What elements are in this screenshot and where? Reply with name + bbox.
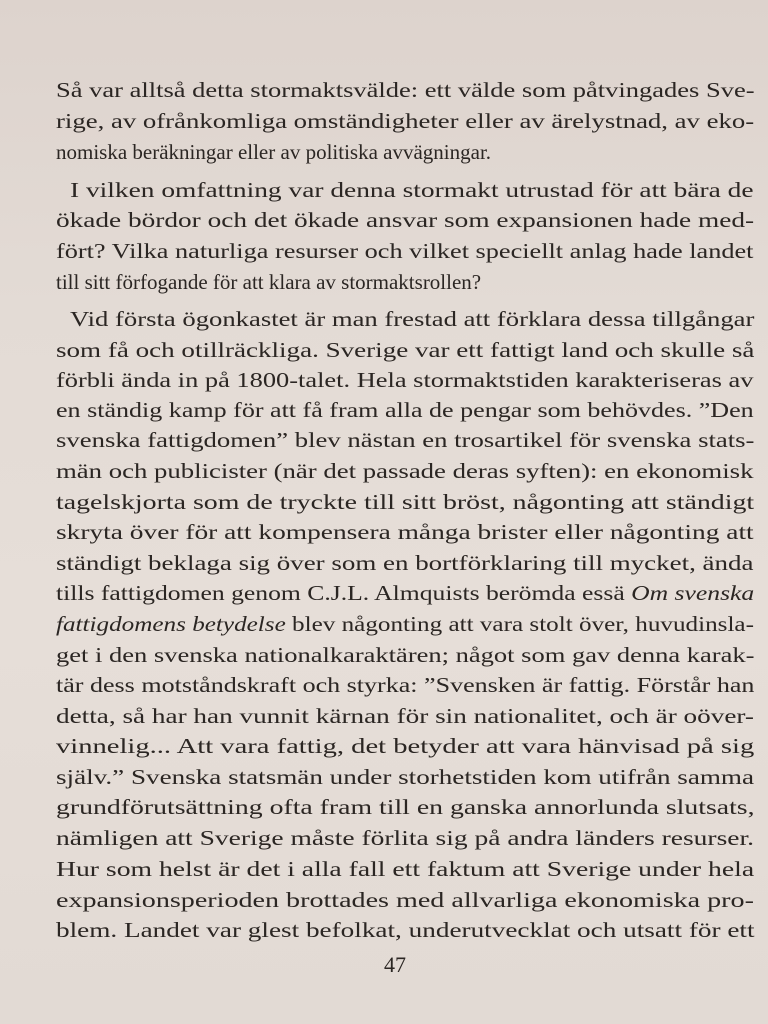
line-text: Så var alltså detta stormaktsvälde: ett välde som påtvingades Sve- [56, 78, 755, 102]
text-line [56, 612, 754, 636]
line-text: blem. Landet var glest befolkat, underutvecklat och utsatt för ett [56, 918, 755, 942]
text-line [56, 520, 754, 544]
text-line [56, 888, 754, 912]
page-number: 47 [384, 952, 406, 977]
line-text: tagelskjorta som de tryckte till sitt bröst, någonting att ständigt [56, 490, 755, 514]
line-text: nämligen att Sverige måste förlita sig på andra länders resurser. [56, 826, 755, 850]
line-text: ständigt beklaga sig över som en bortförklaring till mycket, ända [56, 551, 754, 575]
line-text: Vid första ögonkastet är man frestad att förklara dessa tillgångar [70, 307, 755, 331]
italic-title-text: fattigdomens betydelse [56, 612, 286, 636]
text-line [56, 857, 754, 881]
line-text: själv.” Svenska statsmän under storhetstiden kom utifrån samma [56, 765, 755, 789]
text-line [56, 795, 755, 819]
line-text: I vilken omfattning var denna stormakt utrustad för att bära de [70, 178, 754, 202]
text-line [56, 673, 754, 697]
line-text: get i den svenska nationalkaraktären; något som gav denna karak- [56, 643, 755, 667]
text-line [56, 765, 754, 789]
line-text: grundförutsättning ofta fram till en ganska annorlunda slutsats, [56, 795, 755, 819]
line-text: svenska fattigdomen” blev nästan en trosartikel för svenska stats- [56, 428, 755, 452]
text-line [56, 109, 754, 133]
line-text: detta, så har han vunnit kärnan för sin nationalitet, och är oöver- [56, 704, 754, 728]
line-text: ökade bördor och det ökade ansvar som expansionen hade med- [56, 208, 755, 232]
line-text: tär dess motståndskraft och styrka: ”Svensken är fattig. Förstår han [56, 673, 755, 697]
line-text: blev någonting att vara stolt över, huvudinsla- [285, 612, 754, 636]
text-line [56, 368, 753, 392]
text-line [56, 643, 754, 667]
text-line [56, 490, 754, 514]
text-line [56, 140, 491, 164]
text-line [56, 428, 754, 452]
text-line [56, 78, 755, 102]
line-text: nomiska beräkningar eller av politiska avvägningar. [56, 140, 492, 164]
text-line [56, 581, 754, 605]
text-line [56, 918, 755, 942]
text-line [56, 734, 754, 758]
text-line [56, 239, 753, 263]
text-line [56, 704, 754, 728]
text-line [56, 459, 753, 483]
line-text: en ständig kamp för att få fram alla de pengar som behövdes. ”Den [56, 398, 754, 422]
text-line [56, 338, 754, 362]
line-text: expansionsperioden brottades med allvarliga ekonomiska pro- [56, 888, 754, 912]
line-text: till sitt förfogande för att klara av stormaktsrollen? [56, 270, 482, 294]
text-line [70, 178, 754, 202]
line-text: som få och otillräckliga. Sverige var ett fattigt land och skulle så [56, 338, 755, 362]
line-text: vinnelig... Att vara fattig, det betyder att vara hänvisad på sig [56, 734, 755, 758]
line-text: rige, av ofrånkomliga omständigheter eller av ärelystnad, av eko- [56, 109, 755, 133]
line-text: skryta över för att kompensera många brister eller någonting att [56, 520, 754, 544]
text-line [56, 551, 753, 575]
line-text: förbli ända in på 1800-talet. Hela stormaktstiden karakteriseras av [56, 368, 754, 392]
line-text: Hur som helst är det i alla fall ett faktum att Sverige under hela [56, 857, 755, 881]
line-text: män och publicister (när det passade deras syften): en ekonomisk [56, 459, 754, 483]
line-text: fört? Vilka naturliga resurser och vilket speciellt anlag hade landet [56, 239, 754, 263]
line-text: tills fattigdomen genom C.J.L. Almquists berömda essä [56, 581, 632, 605]
text-line [56, 826, 754, 850]
text-line [70, 307, 754, 331]
italic-title-text: Om svenska [631, 581, 755, 605]
text-line [56, 208, 754, 232]
text-line [56, 398, 754, 422]
text-line [56, 270, 481, 294]
